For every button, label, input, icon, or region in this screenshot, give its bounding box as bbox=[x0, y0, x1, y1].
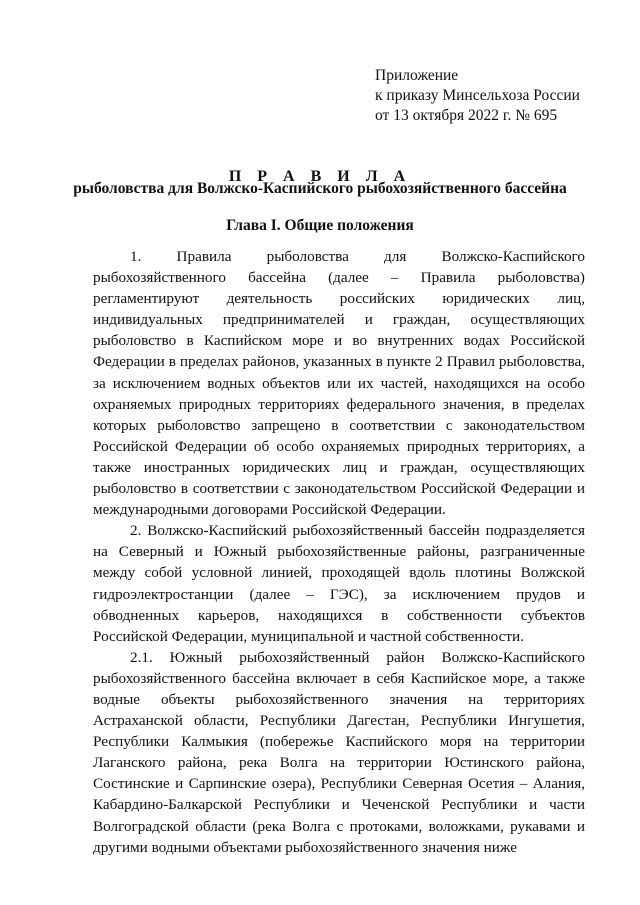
chapter-heading: Глава I. Общие положения bbox=[226, 217, 414, 234]
appendix-line-1: Приложение bbox=[375, 67, 459, 84]
paragraph-2: 2. Волжско-Каспийский рыбохозяйственный бассейн подразделяется на Северный и Южный рыбохозяйственные районы, разграниченные между собой условной линией, проходящей вдоль плотины Волжской гидроэлектростанции (далее – ГЭС), за исключением прудов и обводненных карьеров, находящихся в собственности субъектов Российской Федерации, муниципальной и частной собственности. bbox=[93, 522, 585, 645]
document-body bbox=[93, 246, 585, 858]
appendix-line-2: к приказу Минсельхоза России bbox=[375, 87, 580, 104]
paragraph-2-1: 2.1. Южный рыбохозяйственный район Волжско-Каспийского рыбохозяйственного бассейна включает в себя Каспийское море, а также водные объекты рыбохозяйственного значения на территориях Астраханской области, Республики Дагестан, Республики Ингушетия, Республики Калмыкия (побережье Каспийского моря на территории Лаганского района, река Волга на территории Юстинского района, Состинские и Сарпинские озера), Республики Северная Осетия – Алания, Кабардино-Балкарской Республики и Чеченской Республики и части Волгоградской области (река Волга с протоками, воложками, рукавами и другими водными объектами рыбохозяйственного значения ниже bbox=[93, 648, 585, 856]
paragraph-1: 1. Правила рыболовства для Волжско-Каспийского рыбохозяйственного бассейна (далее – Правила рыболовства) регламентируют деятельность российских юридических лиц, индивидуальных предпринимателей и граждан, осуществляющих рыболовство в Каспийском море и во внутренних водах Российской Федерации в пределах районов, указанных в пункте 2 Правил рыболовства, за исключением водных объектов или их частей, находящихся на особо охраняемых природных территориях федерального значения, в пределах которых рыболовство запрещено в соответствии с законодательством Российской Федерации об особо охраняемых природных территориях, а также иностранных юридических лиц и граждан, осуществляющих рыболовство в соответствии с законодательством Российской Федерации и международными договорами Российской Федерации. bbox=[93, 248, 585, 519]
document-title: П Р А В И Л А bbox=[228, 168, 412, 185]
appendix-line-3: от 13 октября 2022 г. № 695 bbox=[375, 107, 558, 124]
appendix-header bbox=[375, 66, 580, 126]
document-subtitle: рыболовства для Волжско-Каспийского рыбохозяйственного бассейна bbox=[73, 180, 567, 197]
